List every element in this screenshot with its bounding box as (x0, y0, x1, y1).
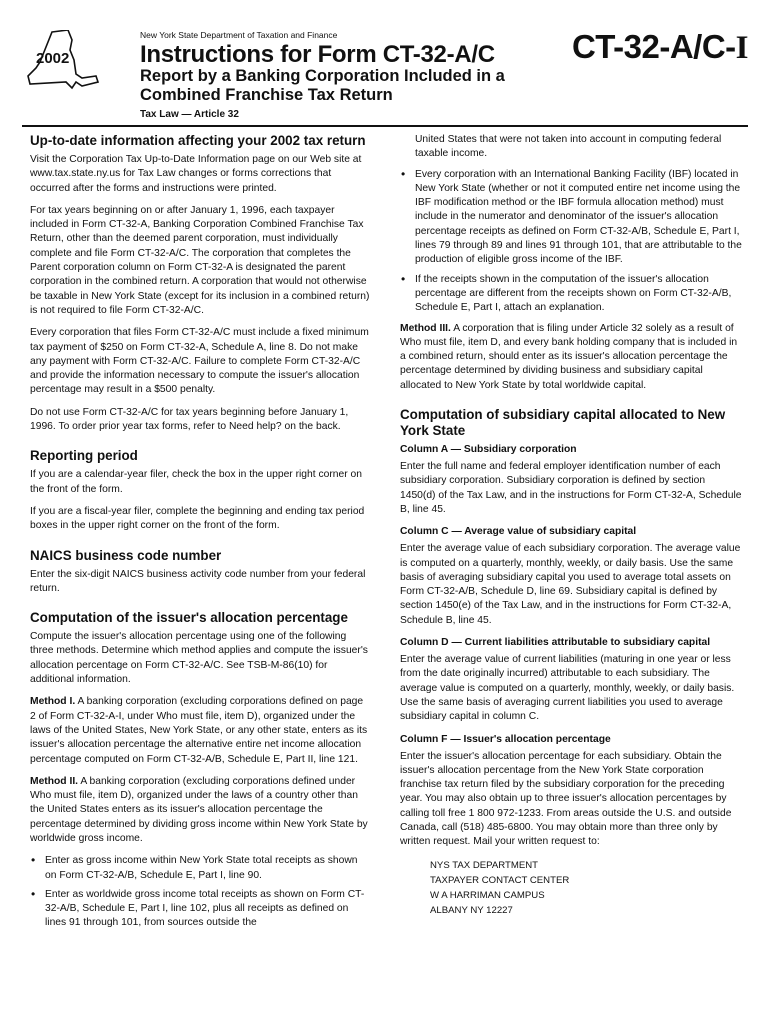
list-item: • If the receipts shown in the computation of the issuer's allocation percentage are different from the receipts shown on Form CT-32-A/B, Schedule E, Part I, attach an explanation. (400, 273, 742, 316)
paragraph: Enter the full name and federal employer identification number of each subsidiary corporation. Subsidiary corporation is defined by section 1450(d) of the Tax Law, and in the instructions for Form CT-32-A, Schedule B, line 45. (400, 461, 742, 515)
address-line: W A HARRIMAN CAMPUS (430, 889, 545, 901)
section-heading-up-to-date: Up-to-date information affecting your 2002 tax return (30, 133, 366, 148)
department-name: New York State Department of Taxation and Finance (140, 30, 338, 40)
method-label: Method III. (400, 322, 451, 334)
list-item: • Every corporation with an International Banking Facility (IBF) located in New York State (whether or not it computed entire net income using the IBF modification method or the IBF formula allocation method) must include in the numerator and denominator of the issuer's allocation percentage receipts as defined on Form CT-32-A/B, Schedule E, Part I, lines 79 through 89 and lines 91 through 101, that are attributable to the production of eligible gross income of the IBF. (400, 168, 742, 268)
list-item: • Enter as gross income within New York State total receipts as shown on Form CT-32-A/B, Schedule E, Part I, line 90. (30, 854, 370, 883)
list-item: • Enter as worldwide gross income total receipts as shown on Form CT-32-A/B, Schedule E, Part I, line 102, plus all receipts as defined on lines 91 through 101, from sources outside the (30, 888, 370, 931)
method-one (30, 695, 370, 766)
section-heading-reporting-period: Reporting period (30, 448, 138, 464)
new-york-state-map-logo (22, 30, 100, 92)
mailing-address (430, 858, 742, 918)
page-subtitle: Report by a Banking Corporation Included in a Combined Franchise Tax Return (140, 67, 505, 104)
bullet-list (30, 854, 370, 930)
method-text: A banking corporation (excluding corporations defined under Who must file, item D), organized under the laws of a country other than the United States enters as its issuer's allocation percentage the percentage determined by dividing gross income within New York State by worldwide gross income. (30, 775, 368, 844)
method-two (30, 775, 370, 846)
paragraph: Enter the six-digit NAICS business activity code number from your federal return. (30, 568, 366, 594)
paragraph: For tax years beginning on or after January 1, 1996, each taxpayer included in Form CT-32-A, Banking Corporation Combined Franchise Tax Return, other than the deemed parent corporation, must individually complete and file Form CT-32-A/C. The corporation that completes the Parent corporation column on Form CT-32-A is designated the parent corporation in the combined return. A corporation that would not otherwise be taxable in New York State (except for its inclusion in a combined return) is not required to file Form CT-32-A/C. (30, 204, 370, 316)
form-code-suffix: I (735, 30, 748, 66)
method-text: A corporation that is filing under Article 32 solely as a result of Who must file, item D, and every bank holding company that is included in a combined return, should enter as its issuer's allocation percentage the percentage determined by dividing business and subsidiary capital allocated to New York State by total worldwide capital. (400, 322, 738, 391)
method-text: A banking corporation (excluding corporations defined on page 2 of Form CT-32-A-I, under Who must file, item D), organized under the laws of the United States, New York State, or any other state, enters as its issuer's allocation percentage the alternative entire net income allocation percentage computed on Form CT-32-A/B, Schedule E, Part II, line 121. (30, 696, 368, 765)
section-heading-allocation: Computation of the issuer's allocation percentage (30, 610, 348, 626)
column-c-heading: Column C — Average value of subsidiary capital (400, 526, 637, 538)
paragraph: Every corporation that files Form CT-32-A/C must include a fixed minimum tax payment of $250 on Form CT-32-A, Schedule A, line 8. Do not make any payment with Form CT-32-A/C. Failure to complete Form CT-32-A/C and provide the information necessary to compute the issuer's allocation percentage may result in a $500 penalty. (30, 327, 369, 396)
column-a-heading: Column A — Subsidiary corporation (400, 444, 577, 456)
form-code (572, 28, 748, 67)
address-line: ALBANY NY 12227 (430, 904, 513, 916)
paragraph: Visit the Corporation Tax Up-to-Date Information page on our Web site at www.tax.state.ny.us for Tax Law changes or forms corrections that occurred after the forms and instructions were printed. (30, 154, 362, 194)
page-title: Instructions for Form CT-32-A/C (140, 41, 495, 68)
section-heading-subsidiary-capital: Computation of subsidiary capital allocated to New York State (400, 407, 726, 439)
header-divider (22, 125, 748, 127)
paragraph: Compute the issuer's allocation percentage using one of the following three methods. Determine which method applies and compute the issuer's allocation percentage on Form CT-32-A/C. See TSB-M-86(10) for additional information. (30, 631, 368, 686)
paragraph: If you are a fiscal-year filer, complete the beginning and ending tax period boxes in the upper right corner on the front of the form. (30, 505, 365, 532)
paragraph: If you are a calendar-year filer, check the box in the upper right corner on the front of the form. (30, 469, 362, 495)
paragraph: Enter the average value of each subsidiary corporation. The average value is computed on a quarterly, monthly, weekly, or daily basis. Use the same basis of averaging subsidiary capital you used to average total assets on Form CT-32-A/B, Schedule D, line 69. Subsidiary capital is defined by section 1450(e) of the Tax Law, and in the instructions for Form CT-32-A, Schedule B, line 45. (400, 543, 741, 626)
paragraph: Enter the issuer's allocation percentage for each subsidiary. Obtain the issuer's allocation percentage from the New York State corporation franchise tax return filed by the subsidiary corporation for the preceding year. You may also obtain up to three issuer's allocation percentages by calling toll free 1 800 972-1233. From areas outside the U.S. and outside Canada, call (518) 485-6800. You may obtain more than three only by written request. Mail your written request to: (400, 750, 732, 848)
address-line: NYS TAX DEPARTMENT (430, 859, 539, 871)
form-code-main: CT-32-A/C- (571, 28, 736, 65)
paragraph: Do not use Form CT-32-A/C for tax years beginning before January 1, 1996. To order prior year tax forms, refer to Need help? on the back. (30, 406, 349, 433)
method-label: Method I. (30, 696, 76, 708)
section-heading-naics: NAICS business code number (30, 547, 222, 563)
bullet-continuation: United States that were not taken into account in computing federal taxable income. (415, 134, 722, 160)
address-line: TAXPAYER CONTACT CENTER (430, 874, 570, 886)
right-column (400, 133, 742, 918)
tax-law-reference: Tax Law — Article 32 (140, 109, 239, 120)
bullet-list (400, 168, 742, 316)
left-column (30, 133, 370, 937)
method-label: Method II. (30, 775, 79, 787)
method-three (400, 322, 742, 393)
column-d-heading: Column D — Current liabilities attributable to subsidiary capital (400, 637, 711, 649)
column-f-heading: Column F — Issuer's allocation percentage (400, 733, 611, 745)
logo-year: 2002 (36, 50, 70, 67)
paragraph: Enter the average value of current liabilities (maturing in one year or less from the date originally incurred) attributable to each subsidiary. The average value is computed on a quarterly, monthly, weekly, or daily basis. Use the same basis of averaging current liabilities you used to average subsidiary capital in column C. (400, 654, 735, 723)
